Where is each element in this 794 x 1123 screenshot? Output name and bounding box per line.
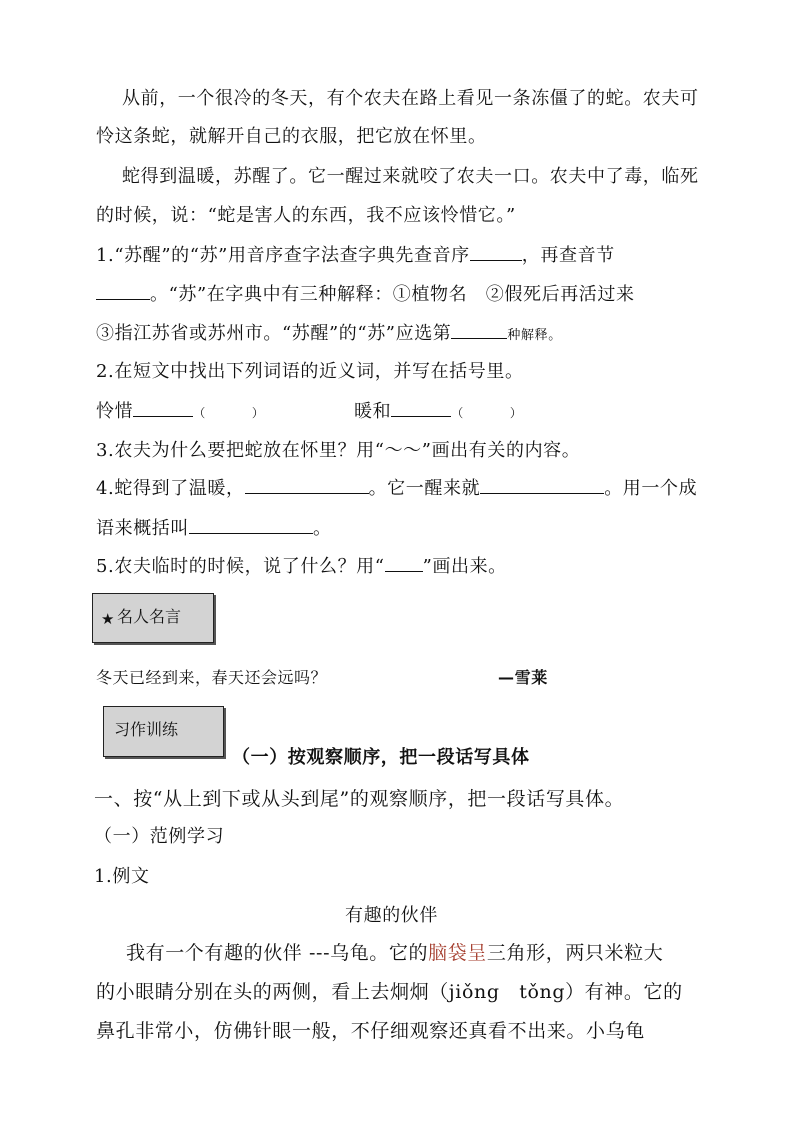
essay-line1 <box>126 938 663 965</box>
essay-line2: 的小眼睛分别在头的两侧，看上去炯炯（jiǒng tǒng）有神。它的 <box>96 981 683 1003</box>
question-3: 3.农夫为什么要把蛇放在怀里？用“～～”画出有关的内容。 <box>96 440 581 461</box>
q4-blank-3[interactable] <box>189 517 313 534</box>
question-2: 2.在短文中找出下列词语的近义词，并写在括号里。 <box>96 361 524 382</box>
question-4-line1 <box>96 474 697 500</box>
star-icon: ★ <box>101 610 115 628</box>
story-p2-line1: 蛇得到温暖，苏醒了。它一醒过来就咬了农夫一口。农夫中了毒，临死 <box>122 166 699 187</box>
q1-blank-2[interactable] <box>96 283 150 300</box>
writing-section-title: （一）按观察顺序，把一段话写具体 <box>232 747 530 768</box>
story-p1-line2: 怜这条蛇，就解开自己的衣服，把它放在怀里。 <box>96 126 487 147</box>
q1-text-c: 。“苏”在字典中有三种解释：①植物名 ②假死后再活过来 <box>150 284 635 305</box>
q1-blank-3[interactable] <box>451 322 507 339</box>
quote-author: —雪莱 <box>498 668 548 687</box>
q2-paren-open-2: （ <box>451 406 464 420</box>
writing-training-box <box>103 706 224 757</box>
q1-text-d: ③指江苏省或苏州市。“苏醒”的“苏”应选第 <box>96 323 452 344</box>
q5-text-b: ”画出来。 <box>422 556 507 577</box>
q4-text-e: 。 <box>313 518 332 539</box>
question-4-line2 <box>96 514 332 540</box>
example-study-heading: （一）范例学习 <box>94 826 225 847</box>
q4-text-c: 。用一个成 <box>604 478 698 499</box>
q2-paren-close-2: ） <box>509 406 523 420</box>
q4-blank-1[interactable] <box>245 477 369 494</box>
famous-quote-label: 名人名言 <box>117 607 182 626</box>
quote-text: 冬天已经到来，春天还会远吗？ <box>96 668 328 687</box>
essay-line1-b: 三角形，两只米粒大 <box>486 942 664 964</box>
q2-paren-close-1: ） <box>251 406 265 420</box>
q1-text-b: ，再查音节 <box>521 245 615 266</box>
writing-instruction: 一、按“从上到下或从头到尾”的观察顺序，把一段话写具体。 <box>94 788 625 810</box>
writing-training-label: 习作训练 <box>114 720 179 739</box>
example-label: 1.例文 <box>94 866 150 887</box>
q4-text-d: 语来概括叫 <box>96 518 189 539</box>
q5-underline-sample <box>385 555 423 572</box>
q2-word-2: 暖和 <box>354 401 392 422</box>
q2-paren-open-1: （ <box>193 406 206 420</box>
essay-line1-a: 我有一个有趣的伙伴 ---乌龟。它的 <box>126 942 429 964</box>
q4-text-a: 4.蛇得到了温暖， <box>96 478 245 499</box>
question-2-answers <box>96 397 264 423</box>
question-2-answers-b <box>354 397 522 423</box>
question-1-line3 <box>96 319 562 345</box>
q4-blank-2[interactable] <box>480 477 604 494</box>
q1-text-a: 1.“苏醒”的“苏”用音序查字法查字典先查音序 <box>96 245 470 266</box>
q2-blank-2[interactable] <box>391 400 451 417</box>
q4-text-b: 。它一醒来就 <box>368 478 481 499</box>
famous-quote-box <box>92 593 214 643</box>
q5-text-a: 5.农夫临时的时候，说了什么？用“ <box>96 556 385 577</box>
question-5 <box>96 552 507 578</box>
q2-word-1: 怜惜 <box>96 401 134 422</box>
story-p2-line2: 的时候，说：“蛇是害人的东西，我不应该怜惜它。” <box>96 205 516 226</box>
q1-blank-1[interactable] <box>470 244 522 261</box>
question-1-line2 <box>96 280 635 306</box>
essay-title: 有趣的伙伴 <box>345 905 438 926</box>
essay-line3: 鼻孔非常小，仿佛针眼一般，不仔细观察还真看不出来。小乌龟 <box>96 1020 645 1042</box>
essay-line1-highlight: 脑袋呈 <box>428 942 487 964</box>
story-p1-line1: 从前，一个很冷的冬天，有个农夫在路上看见一条冻僵了的蛇。农夫可 <box>122 88 699 109</box>
question-1-line1 <box>96 241 615 267</box>
q2-blank-1[interactable] <box>133 400 193 417</box>
q1-text-e: 种解释。 <box>507 328 562 343</box>
